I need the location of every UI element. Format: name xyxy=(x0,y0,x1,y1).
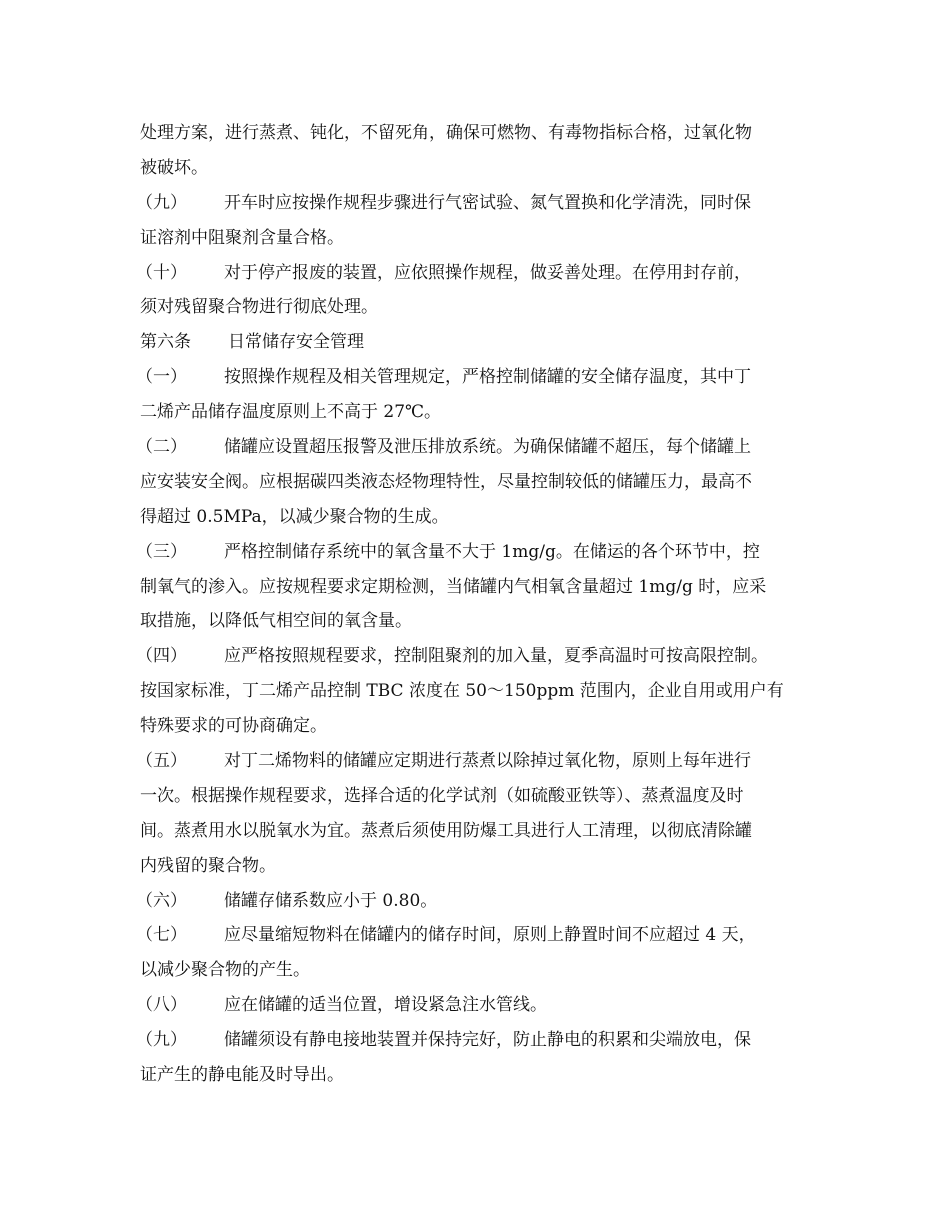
line-text: 证溶剂中阻聚剂含量合格。 xyxy=(140,227,344,248)
item-marker: （七） xyxy=(136,925,187,946)
list-item xyxy=(136,256,830,291)
list-item xyxy=(136,918,830,953)
line-text: 处理方案，进行蒸煮、钝化，不留死角，确保可燃物、有毒物指标合格，过氧化物 xyxy=(140,123,752,143)
paragraph-line xyxy=(140,1058,830,1093)
paragraph-line xyxy=(140,500,830,535)
item-text: 严格控制储存系统中的氧含量不大于 1mg/g。在储运的各个环节中，控 xyxy=(224,541,760,562)
line-text: 以减少聚合物的产生。 xyxy=(140,960,310,981)
item-marker: （八） xyxy=(136,995,187,1016)
list-item xyxy=(136,535,830,570)
line-text: 间。蒸煮用水以脱氧水为宜。蒸煮后须使用防爆工具进行人工清理，以彻底清除罐 xyxy=(140,820,752,841)
line-text: 内残留的聚合物。 xyxy=(140,855,276,876)
document-body xyxy=(136,116,830,1093)
paragraph-line xyxy=(140,116,830,151)
item-marker: （一） xyxy=(136,367,187,388)
paragraph-line xyxy=(140,709,830,744)
item-marker: （六） xyxy=(136,890,187,911)
paragraph-line xyxy=(140,570,830,605)
item-marker: （十） xyxy=(136,262,187,283)
list-item xyxy=(136,430,830,465)
line-text: 二烯产品储存温度原则上不高于 27℃。 xyxy=(140,402,442,423)
paragraph-line xyxy=(140,814,830,849)
list-item xyxy=(136,186,830,221)
article-title: 日常储存安全管理 xyxy=(228,332,364,353)
line-text: 制氧气的渗入。应按规程要求定期检测，当储罐内气相氧含量超过 1mg/g 时，应采 xyxy=(140,576,767,597)
list-item xyxy=(136,884,830,919)
line-text: 证产生的静电能及时导出。 xyxy=(140,1065,344,1086)
line-text: 须对残留聚合物进行彻底处理。 xyxy=(140,297,378,318)
list-item xyxy=(136,1023,830,1058)
paragraph-line xyxy=(140,465,830,500)
article-heading xyxy=(140,325,830,360)
list-item xyxy=(136,360,830,395)
line-text: 按国家标准，丁二烯产品控制 TBC 浓度在 50～150ppm 范围内，企业自用或用户有 xyxy=(140,681,784,702)
item-marker: （九） xyxy=(136,192,187,213)
item-marker: （四） xyxy=(136,646,187,667)
paragraph-line xyxy=(140,953,830,988)
list-item xyxy=(136,744,830,779)
item-marker: （三） xyxy=(136,541,187,562)
line-text: 一次。根据操作规程要求，选择合适的化学试剂（如硫酸亚铁等）、蒸煮温度及时 xyxy=(140,785,744,806)
paragraph-line xyxy=(140,849,830,884)
item-marker: （五） xyxy=(136,751,187,772)
item-marker: （九） xyxy=(136,1030,187,1051)
line-text: 特殊要求的可协商确定。 xyxy=(140,716,327,737)
item-text: 对于停产报废的装置，应依照操作规程，做妥善处理。在停用封存前， xyxy=(224,262,751,283)
item-marker: （二） xyxy=(136,437,187,458)
item-text: 应在储罐的适当位置，增设紧急注水管线。 xyxy=(224,995,547,1016)
line-text: 得超过 0.5MPa，以减少聚合物的生成。 xyxy=(140,506,449,527)
item-text: 应尽量缩短物料在储罐内的储存时间，原则上静置时间不应超过 4 天， xyxy=(224,925,756,946)
line-text: 取措施，以降低气相空间的氧含量。 xyxy=(140,611,412,632)
item-text: 应严格按照规程要求，控制阻聚剂的加入量，夏季高温时可按高限控制。 xyxy=(224,646,768,667)
item-text: 开车时应按操作规程步骤进行气密试验、氮气置换和化学清洗，同时保 xyxy=(224,192,751,213)
item-text: 对丁二烯物料的储罐应定期进行蒸煮以除掉过氧化物，原则上每年进行 xyxy=(224,751,751,772)
item-text: 储罐应设置超压报警及泄压排放系统。为确保储罐不超压，每个储罐上 xyxy=(224,437,751,458)
paragraph-line xyxy=(140,290,830,325)
item-text: 储罐须设有静电接地装置并保持完好，防止静电的积累和尖端放电，保 xyxy=(224,1030,751,1051)
item-text: 按照操作规程及相关管理规定，严格控制储罐的安全储存温度，其中丁 xyxy=(224,367,751,388)
list-item xyxy=(136,639,830,674)
paragraph-line xyxy=(140,151,830,186)
paragraph-line xyxy=(140,779,830,814)
article-number: 第六条 xyxy=(140,332,191,353)
item-text: 储罐存储系数应小于 0.80。 xyxy=(224,890,438,911)
paragraph-line xyxy=(140,221,830,256)
paragraph-line xyxy=(140,604,830,639)
list-item xyxy=(136,988,830,1023)
paragraph-line xyxy=(140,395,830,430)
line-text: 应安装安全阀。应根据碳四类液态烃物理特性，尽量控制较低的储罐压力，最高不 xyxy=(140,471,752,492)
line-text: 被破坏。 xyxy=(140,157,208,178)
paragraph-line xyxy=(140,674,830,709)
